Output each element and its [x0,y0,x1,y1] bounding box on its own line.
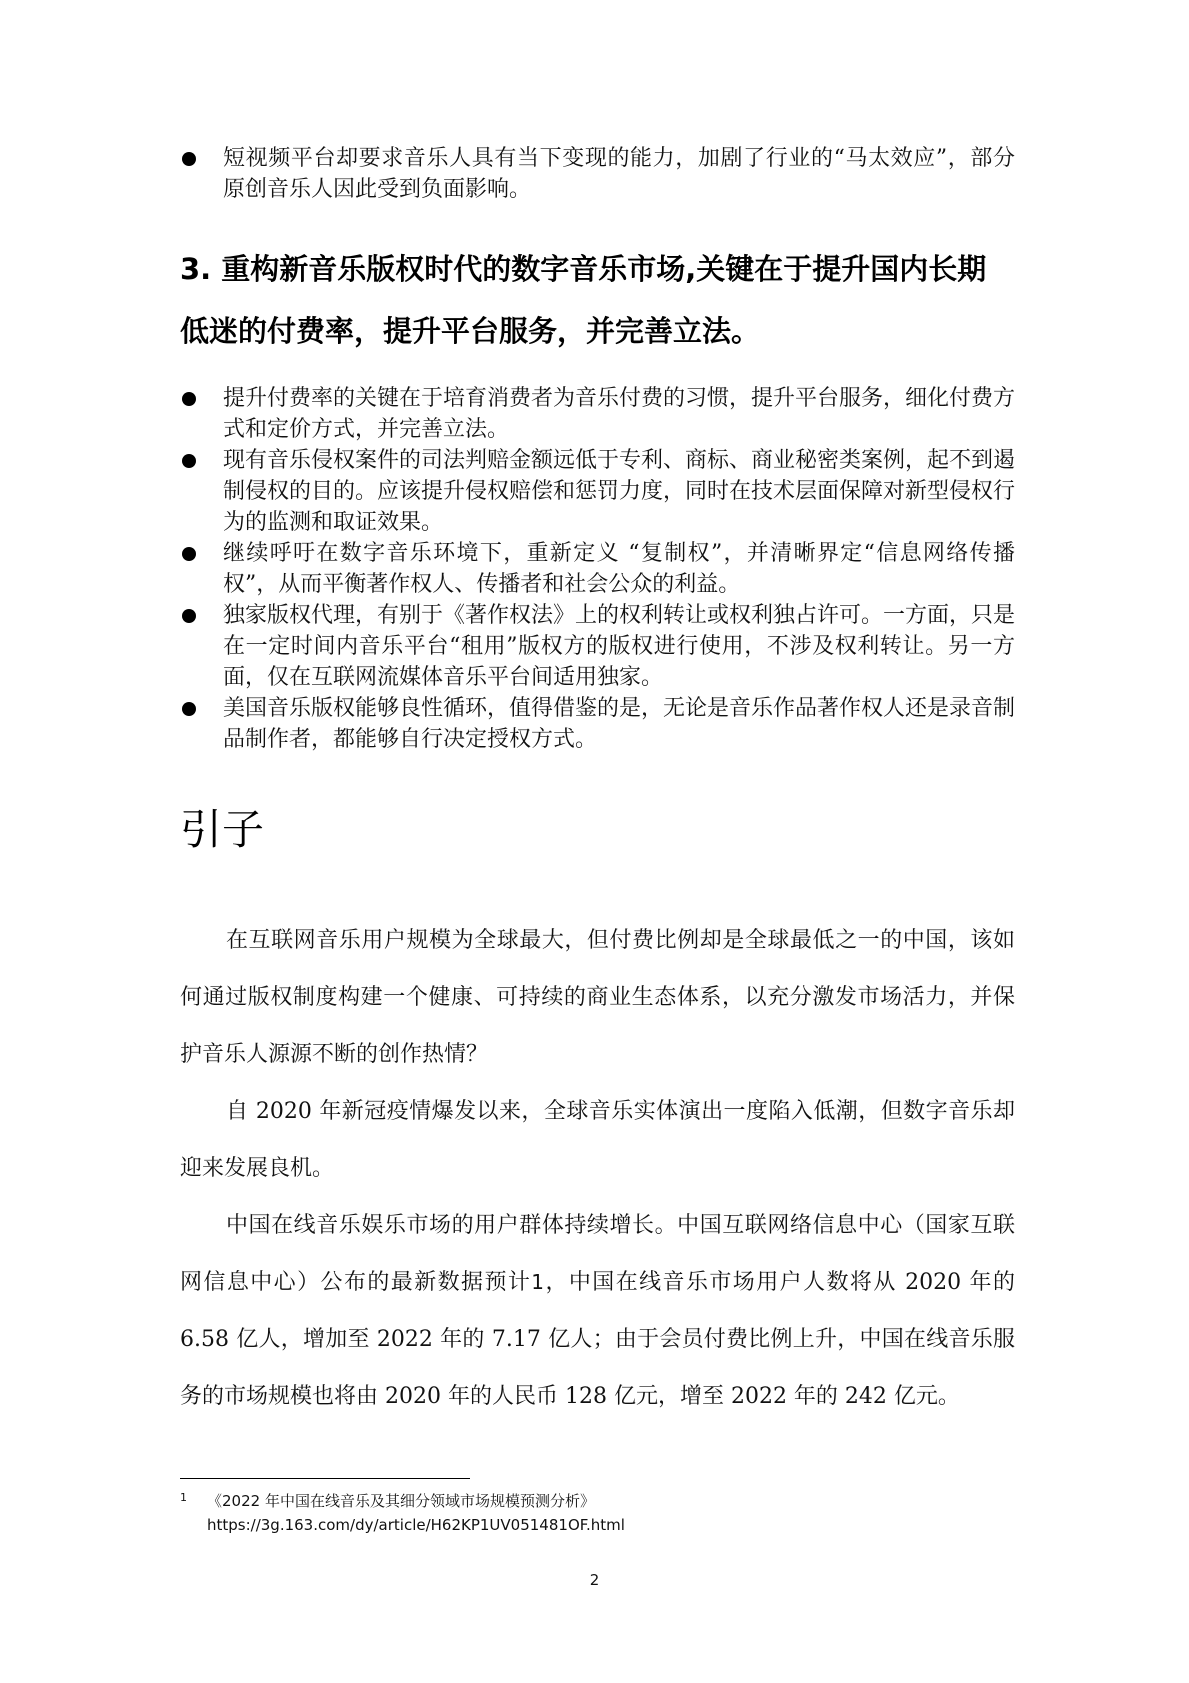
footnote-divider [180,1478,470,1479]
list-item-text: 短视频平台却要求音乐人具有当下变现的能力，加剧了行业的“马太效应”，部分原创音乐人因此受到负面影响。 [223,146,1015,202]
bullet-icon [182,152,196,166]
list-item-text: 独家版权代理，有别于《著作权法》上的权利转让或权利独占许可。一方面，只是在一定时间内音乐平台“租用”版权方的版权进行使用，不涉及权利转让。另一方面，仅在互联网流媒体音乐平台间适用独家。 [223,603,1016,690]
paragraph-text: 中国在线音乐娱乐市场的用户群体持续增长。中国互联网络信息中心（国家互联网信息中心）公布的最新数据预计 [180,1213,1015,1295]
intro-heading: 引子 [180,805,265,854]
body-text [180,912,1015,1425]
page-number: 2 [589,1571,600,1589]
section-heading: 3. 重构新音乐版权时代的数字音乐市场,关键在于提升国内长期低迷的付费率，提升平台服务，并完善立法。 [180,252,987,348]
bullet-icon [182,454,196,468]
list-item [180,693,1015,755]
footnote-url[interactable]: https://3g.163.com/dy/article/H62KP1UV051481OF.html [207,1516,625,1534]
list-item-text: 现有音乐侵权案件的司法判赔金额远低于专利、商标、商业秘密类案例，起不到遏制侵权的目的。应该提升侵权赔偿和惩罚力度，同时在技术层面保障对新型侵权行为的监测和取证效果。 [223,448,1016,535]
bullet-icon [182,609,196,623]
list-item [180,445,1015,538]
paragraph [180,1197,1015,1425]
bullet-list-section [180,383,1015,755]
list-item-text: 提升付费率的关键在于培育消费者为音乐付费的习惯，提升平台服务，细化付费方式和定价方式，并完善立法。 [223,386,1016,442]
bullet-list-top [180,143,1015,205]
list-item [180,538,1015,600]
list-item-text: 美国音乐版权能够良性循环，值得借鉴的是，无论是音乐作品著作权人还是录音制品制作者，都能够自行决定授权方式。 [223,696,1016,752]
paragraph-text: ，中国在线音乐市场用户人数将从 2020 年的 6.58 亿人，增加至 2022 年的 7.17 亿人；由于会员付费比例上升，中国在线音乐服务的市场规模也将由 2020 年的人民币 128 亿元，增至 2022 年的 242 亿元。 [180,1270,1015,1409]
bullet-icon [182,547,196,561]
footnote [180,1489,1015,1537]
list-item [180,143,1015,205]
footnote-title: 《2022 年中国在线音乐及其细分领域市场规模预测分析》 [207,1492,595,1510]
paragraph: 自 2020 年新冠疫情爆发以来，全球音乐实体演出一度陷入低潮，但数字音乐却迎来发展良机。 [180,1099,1015,1181]
bullet-icon [182,392,196,406]
footnote-reference[interactable]: 1 [531,1270,545,1294]
list-item-text: 继续呼吁在数字音乐环境下，重新定义 “复制权”，并清晰界定“信息网络传播权”，从而平衡著作权人、传播者和社会公众的利益。 [223,541,1015,597]
list-item [180,600,1015,693]
list-item [180,383,1015,445]
bullet-icon [182,702,196,716]
paragraph: 在互联网音乐用户规模为全球最大，但付费比例却是全球最低之一的中国，该如何通过版权制度构建一个健康、可持续的商业生态体系，以充分激发市场活力，并保护音乐人源源不断的创作热情？ [180,928,1015,1067]
footnote-number: 1 [180,1491,187,1504]
